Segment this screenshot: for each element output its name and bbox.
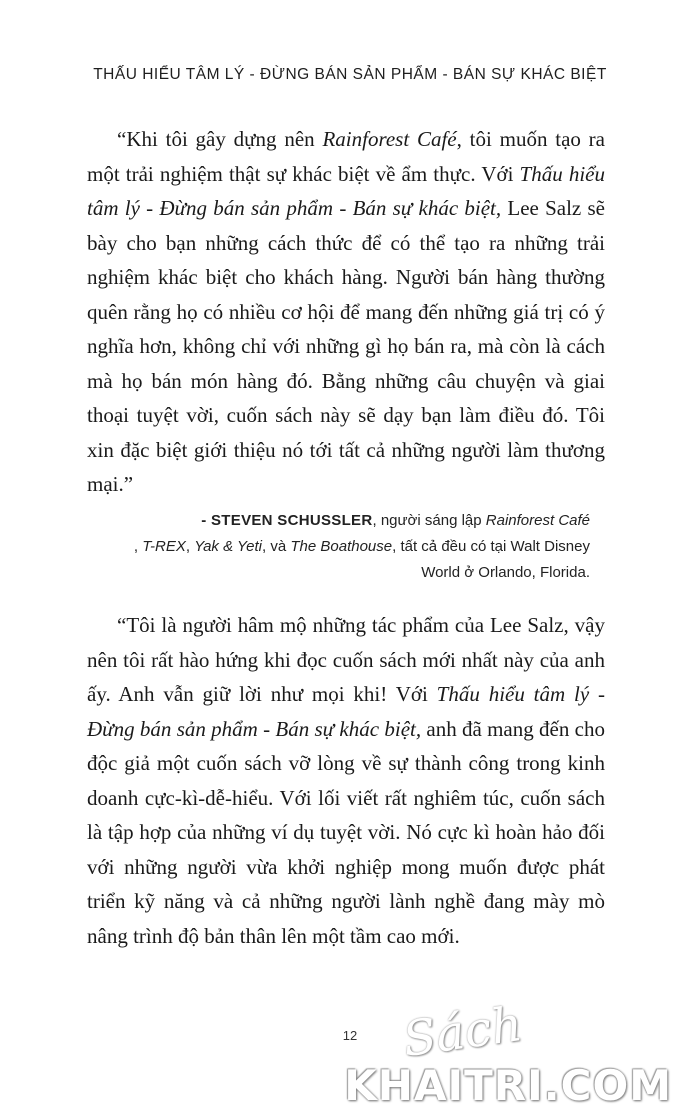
running-header: THẤU HIỂU TÂM LÝ - ĐỪNG BÁN SẢN PHẨM - BÁN SỰ KHÁC BIỆT bbox=[93, 66, 607, 83]
endorsement-quote-1: “Khi tôi gây dựng nên Rainforest Café, tôi muốn tạo ra một trải nghiệm thật sự khác biệt về ẩm thực. Với Thấu hiểu tâm lý - Đừng bán sản phẩm - Bán sự khác biệt, Lee Salz sẽ bày cho bạn những cách thức để có thể tạo ra những trải nghiệm khác biệt cho khách hàng. Người bán hàng thường quên rằng họ có nhiều cơ hội để mang đến những giá trị có ý nghĩa hơn, không chỉ với những gì họ bán ra, mà còn là cách mà họ bán món hàng đó. Bằng những câu chuyện và giai thoại tuyệt vời, cuốn sách này sẽ dạy bạn làm điều đó. Tôi xin đặc biệt giới thiệu nó tới tất cả những người làm thương mại.” bbox=[87, 127, 605, 496]
watermark-script: Sách bbox=[399, 995, 526, 1069]
watermark-brand: KHAITRI.COM bbox=[344, 1061, 672, 1110]
endorsement-quote-2: “Tôi là người hâm mộ những tác phẩm của Lee Salz, vậy nên tôi rất hào hứng khi đọc cuốn sách mới nhất này của anh ấy. Anh vẫn giữ lời như mọi khi! Với Thấu hiểu tâm lý - Đừng bán sản phẩm - Bán sự khác biệt, anh đã mang đến cho độc giả một cuốn sách vỡ lòng về sự thành công trong kinh doanh cực-kì-dễ-hiểu. Với lối viết rất nghiêm túc, cuốn sách là tập hợp của những ví dụ tuyệt vời. Nó cực kì hoàn hảo đối với những người vừa khởi nghiệp mong muốn được phát triển kỹ năng và cả những người lành nghề đang mày mò nâng trình độ bản thân lên một tầm cao mới. bbox=[87, 613, 606, 948]
page-number: 12 bbox=[342, 1028, 358, 1043]
attribution-name: - STEVEN SCHUSSLER bbox=[201, 512, 373, 529]
quote-attribution: - STEVEN SCHUSSLER, người sáng lập Rainforest Café , T-REX, Yak & Yeti, và The Boathouse, tất cả đều có tại Walt Disney World ở Orlando, Florida. bbox=[133, 512, 590, 581]
